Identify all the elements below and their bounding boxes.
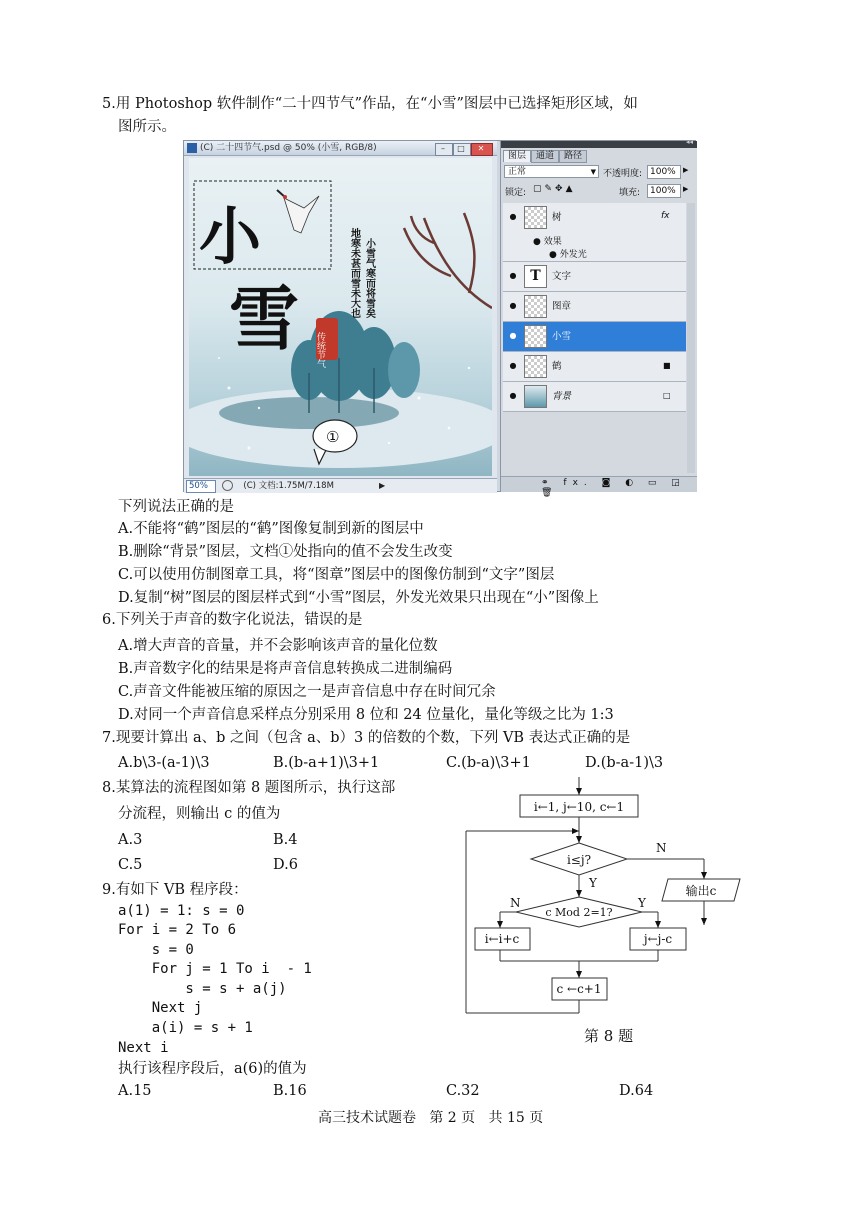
flow-cond1-text: i≤j? [566,853,592,867]
layer-name: 背景 [552,391,572,402]
q5-prompt: 下列说法正确的是 [118,499,234,515]
document-title-bar [184,141,497,156]
layer-row-text[interactable] [503,262,686,292]
minimize-icon[interactable]: – [435,143,453,156]
q9-stem: 9.有如下 VB 程序段： [102,882,248,898]
q5-option-b[interactable]: B.删除“背景”图层，文档①处指向的值不会发生改变 [118,544,453,560]
visibility-eye-icon[interactable]: ● [509,361,517,370]
visibility-eye-icon[interactable]: ● [509,391,517,400]
layer-row-tree[interactable] [503,203,686,262]
document-status-bar [184,478,497,493]
panel-collapse-icon[interactable]: ◂◂ [685,138,693,146]
q5-stem-line1: 5.用 Photoshop 软件制作“二十四节气”作品，在“小雪”图层中已选择矩形区域，如 [102,96,638,112]
code-line: s = s + a(j) [118,981,287,997]
tab-paths[interactable]: 路径 [559,150,587,163]
q7-option-a[interactable]: A.b\3-(a-1)\3 [118,755,210,771]
q6-option-c[interactable]: C.声音文件能被压缩的原因之一是声音信息中存在时间冗余 [118,684,496,700]
flow-right-text: j←j-c [643,932,673,946]
q9-option-c[interactable]: C.32 [446,1083,480,1099]
scrollbar-track[interactable] [687,203,695,473]
outer-glow-row[interactable]: ● 外发光 [549,250,587,260]
lock-icon: □ [663,391,671,400]
flow-yes-label-2: Y [638,896,646,910]
maximize-icon[interactable]: □ [453,143,471,156]
type-layer-thumbnail: T [524,265,547,288]
layers-panel [500,138,697,498]
q6-stem: 6.下列关于声音的数字化说法，错误的是 [102,612,363,628]
q8-stem-line2: 分流程，则输出 c 的值为 [118,806,281,822]
q5-option-d[interactable]: D.复制“树”图层的图层样式到“小雪”图层，外发光效果只出现在“小”图像上 [118,590,599,606]
layer-thumbnail [524,206,547,229]
code-line: Next j [118,1000,203,1016]
q8-option-d[interactable]: D.6 [273,857,298,873]
code-line: a(1) = 1: s = 0 [118,903,245,919]
layer-row-background[interactable] [503,382,686,412]
panel-footer [501,476,697,498]
q7-stem: 7.现要计算出 a、b 之间（包含 a、b）3 的倍数的个数，下列 VB 表达式正确的是 [102,730,631,746]
code-line: s = 0 [118,942,194,958]
effects-row[interactable]: ● 效果 [533,237,562,247]
art-char-xiao: 小 [199,200,262,273]
flow-cond2-text: c Mod 2=1? [545,906,613,919]
q9-option-d[interactable]: D.64 [619,1083,654,1099]
lock-icon: ■ [663,361,671,370]
layer-thumbnail [524,355,547,378]
layer-row-xiaoxue[interactable] [503,322,686,352]
photoshop-screenshot [183,138,696,498]
layer-name: 树 [552,212,562,223]
document-window [184,141,497,493]
close-icon[interactable]: ✕ [471,143,493,156]
q6-option-d[interactable]: D.对同一个声音信息采样点分别采用 8 位和 24 位量化，量化等级之比为 1:3 [118,707,614,723]
art-char-xue: 雪 [229,277,299,360]
layer-thumbnail [524,295,547,318]
zoom-field[interactable]: 50% [186,480,216,493]
layer-row-seal[interactable] [503,292,686,322]
q9-option-b[interactable]: B.16 [273,1083,307,1099]
fill-arrow-icon[interactable]: ▶ [683,185,689,193]
q7-option-d[interactable]: D.(b-a-1)\3 [585,755,664,771]
q6-option-b[interactable]: B.声音数字化的结果是将声音信息转换成二进制编码 [118,661,453,677]
fill-label: 填充: [619,188,641,198]
poem-col-1: 小雪气寒而将雪矣 [363,238,375,318]
artwork-canvas [189,158,492,476]
q9-after: 执行该程序段后，a(6)的值为 [118,1061,307,1077]
tab-layers[interactable]: 图层 [503,150,531,162]
q5-option-c[interactable]: C.可以使用仿制图章工具，将“图章”图层中的图像仿制到“文字”图层 [118,567,555,583]
lock-icons[interactable]: ▢✎✥▲ [533,184,576,194]
fx-badge: fx [661,211,670,221]
flow-output-text: 输出c [685,884,717,898]
svg-text:①: ① [326,428,340,446]
seal-text: 传统节气 [315,332,325,368]
q8-figure-caption: 第 8 题 [584,1027,634,1045]
q8-option-c[interactable]: C.5 [118,857,143,873]
opacity-arrow-icon[interactable]: ▶ [683,166,689,174]
flow-no-label-2: N [510,896,521,910]
layer-thumbnail [524,325,547,348]
flow-yes-label-1: Y [589,876,597,890]
panel-header-bar [501,138,697,148]
q5-stem-line2: 图所示。 [118,119,176,135]
q6-option-a[interactable]: A.增大声音的音量，并不会影响该声音的量化位数 [118,638,438,654]
outer-glow-label: 外发光 [559,250,587,260]
code-line: a(i) = s + 1 [118,1020,253,1036]
ps-app-icon [187,143,197,153]
layer-name: 鹤 [552,361,562,372]
blend-mode-value: 正常 [508,167,527,177]
flow-inc-text: c ←c+1 [556,982,602,996]
fill-field[interactable]: 100% [647,184,681,198]
q5-option-a[interactable]: A.不能将“鹤”图层的“鹤”图像复制到新的图层中 [118,521,424,537]
code-line: For j = 1 To i - 1 [118,961,312,977]
visibility-eye-icon[interactable]: ● [509,212,517,221]
q8-option-a[interactable]: A.3 [118,832,143,848]
layer-row-crane[interactable] [503,352,686,382]
code-line: Next i [118,1040,169,1056]
flow-no-label-1: N [656,841,667,855]
page-footer: 高三技术试题卷 第 2 页 共 15 页 [318,1110,544,1126]
visibility-eye-icon[interactable]: ● [509,271,517,280]
flow-left-text: i←i+c [484,932,520,946]
fx-button[interactable]: fx. [563,478,593,488]
visibility-eye-icon[interactable]: ● [509,301,517,310]
layer-name: 图章 [552,301,572,312]
q8-option-b[interactable]: B.4 [273,832,298,848]
doc-size-readout: (C) 文档:1.75M/7.18M [243,481,334,491]
crane-figure [277,190,319,233]
status-arrow-icon[interactable]: ▶ [379,481,386,490]
code-line: For i = 2 To 6 [118,922,237,938]
opacity-label: 不透明度: [603,169,643,179]
poem-col-2: 地寒未甚而雪未大也 [348,228,360,318]
panel-tabs [503,150,587,162]
q9-option-a[interactable]: A.15 [118,1083,152,1099]
blend-mode-select[interactable] [504,165,599,178]
lock-label: 锁定: [505,188,527,198]
document-title: (C) 二十四节气.psd @ 50% (小雪, RGB/8) [200,143,377,153]
visibility-eye-icon[interactable]: ● [509,331,517,340]
layer-name: 文字 [552,271,572,282]
status-circle-icon [222,480,233,491]
layer-name: 小雪 [552,331,572,342]
chevron-down-icon: ▼ [590,168,596,176]
q7-option-b[interactable]: B.(b-a+1)\3+1 [273,755,380,771]
tab-channels[interactable]: 通道 [531,150,559,163]
q7-option-c[interactable]: C.(b-a)\3+1 [446,755,531,771]
flow-init-text: i←1, j←10, c←1 [533,800,625,814]
effects-label: 效果 [543,237,562,247]
artwork-illustration [189,158,492,476]
opacity-field[interactable]: 100% [647,165,681,179]
panel-footer-icons[interactable]: ⚭ fx. ◙ ◐ ▭ ◲ 🗑 [541,478,686,498]
flowchart [460,775,750,1025]
background-thumbnail [524,385,547,408]
q8-stem-line1: 8.某算法的流程图如第 8 题图所示，执行这部 [102,780,396,796]
